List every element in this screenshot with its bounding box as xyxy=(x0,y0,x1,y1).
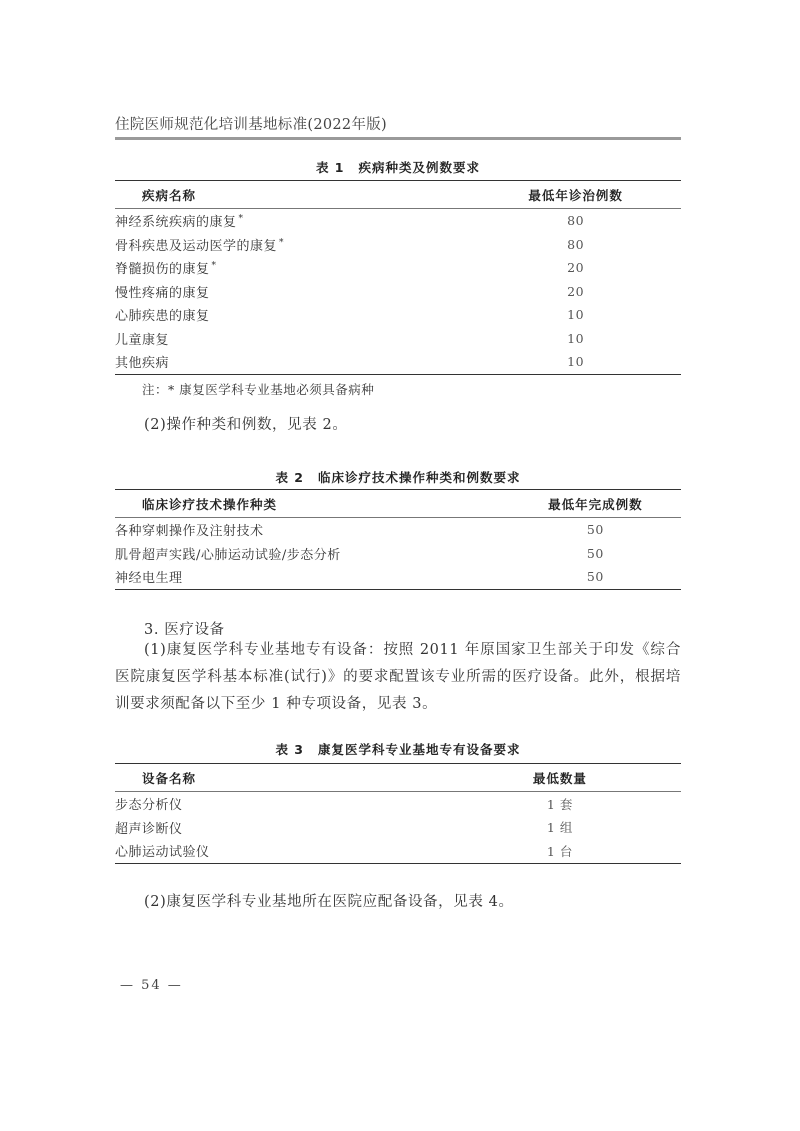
row-value: 1 组 xyxy=(546,820,573,836)
section-heading-equipment: 3. 医疗设备 xyxy=(144,622,225,638)
row-name-cell xyxy=(115,209,430,233)
table-row xyxy=(115,816,681,840)
row-name: 步态分析仪 xyxy=(115,798,183,814)
table-row xyxy=(115,233,681,257)
row-name-cell xyxy=(115,565,470,589)
table1 xyxy=(115,180,681,375)
table-row xyxy=(115,303,681,327)
table-row xyxy=(115,209,681,233)
table2-caption-number: 表 2 xyxy=(275,470,305,485)
table1-header-disease: 疾病名称 xyxy=(142,187,197,203)
table1-header-min-cases: 最低年诊治例数 xyxy=(528,187,623,203)
row-value: 50 xyxy=(586,569,604,585)
page-number: — 54 — xyxy=(120,978,183,993)
row-name: 神经电生理 xyxy=(115,571,183,587)
row-value: 10 xyxy=(567,330,585,346)
table3-header-min-quantity: 最低数量 xyxy=(532,770,587,786)
row-name-cell xyxy=(115,542,470,566)
row-name-cell xyxy=(115,792,399,816)
row-name-cell xyxy=(115,327,430,351)
required-mark: * xyxy=(279,237,285,248)
row-value: 80 xyxy=(567,213,585,229)
table-row xyxy=(115,327,681,351)
row-name-cell xyxy=(115,233,430,257)
table2-header-operation: 临床诊疗技术操作种类 xyxy=(142,496,278,512)
row-name-cell xyxy=(115,816,399,840)
row-value: 50 xyxy=(586,522,604,538)
row-name: 神经系统疾病的康复 xyxy=(115,215,237,231)
required-mark: * xyxy=(211,261,217,272)
running-head: 住院医师规范化培训基地标准(2022年版) xyxy=(115,117,388,133)
table2 xyxy=(115,489,681,590)
paragraph-equipment-2: (2)康复医学科专业基地所在医院应配备设备，见表 4。 xyxy=(144,894,514,910)
row-name: 肌骨超声实践/心肺运动试验/步态分析 xyxy=(115,547,341,563)
row-name-cell xyxy=(115,350,430,374)
table1-caption-number: 表 1 xyxy=(315,160,345,175)
row-name: 儿童康复 xyxy=(115,332,170,348)
row-value: 20 xyxy=(567,283,585,299)
table3-caption-title: 康复医学科专业基地专有设备要求 xyxy=(318,742,521,757)
table1-caption-title: 疾病种类及例数要求 xyxy=(358,160,481,175)
row-value: 80 xyxy=(567,236,585,252)
table2-caption xyxy=(115,468,681,486)
row-value: 1 台 xyxy=(546,843,573,859)
table2-caption-title: 临床诊疗技术操作种类和例数要求 xyxy=(318,470,521,485)
header-rule xyxy=(115,137,681,140)
table-row xyxy=(115,542,681,566)
table-row xyxy=(115,839,681,863)
table3 xyxy=(115,763,681,864)
table3-caption-number: 表 3 xyxy=(275,742,305,757)
row-name-cell xyxy=(115,303,430,327)
row-name: 心肺运动试验仪 xyxy=(115,845,210,861)
table-header-row xyxy=(115,490,681,518)
row-value: 50 xyxy=(586,545,604,561)
row-name: 骨科疾患及运动医学的康复 xyxy=(115,238,278,254)
table2-header-min-completed: 最低年完成例数 xyxy=(548,496,643,512)
table-row xyxy=(115,565,681,589)
required-mark: * xyxy=(238,214,244,225)
table-row xyxy=(115,518,681,542)
table-header-row xyxy=(115,764,681,792)
row-value: 1 套 xyxy=(546,796,573,812)
row-name-cell xyxy=(115,280,430,304)
row-name: 脊髓损伤的康复 xyxy=(115,262,210,278)
row-name: 其他疾病 xyxy=(115,356,170,372)
paragraph-operations: (2)操作种类和例数，见表 2。 xyxy=(144,417,348,433)
row-name: 超声诊断仪 xyxy=(115,821,183,837)
row-name-cell xyxy=(115,518,470,542)
table1-note: 注：* 康复医学科专业基地必须具备病种 xyxy=(142,382,375,397)
table-row xyxy=(115,280,681,304)
row-name-cell xyxy=(115,256,430,280)
table-header-row xyxy=(115,181,681,209)
row-value: 10 xyxy=(567,354,585,370)
row-name-cell xyxy=(115,839,399,863)
table3-header-equipment: 设备名称 xyxy=(142,770,197,786)
row-name: 心肺疾患的康复 xyxy=(115,309,210,325)
paragraph-equipment-1: (1)康复医学科专业基地专有设备：按照 2011 年原国家卫生部关于印发《综合医院康复医学科基本标准(试行)》的要求配置该专业所需的医疗设备。此外，根据培训要求须配备以下至少 1 种专项设备，见表 3。 xyxy=(115,642,681,712)
table-row xyxy=(115,350,681,374)
table1-caption xyxy=(115,158,681,176)
row-name: 慢性疼痛的康复 xyxy=(115,285,210,301)
table-row xyxy=(115,256,681,280)
row-value: 10 xyxy=(567,307,585,323)
row-name: 各种穿刺操作及注射技术 xyxy=(115,524,264,540)
row-value: 20 xyxy=(567,260,585,276)
table3-caption xyxy=(115,740,681,758)
table-row xyxy=(115,792,681,816)
